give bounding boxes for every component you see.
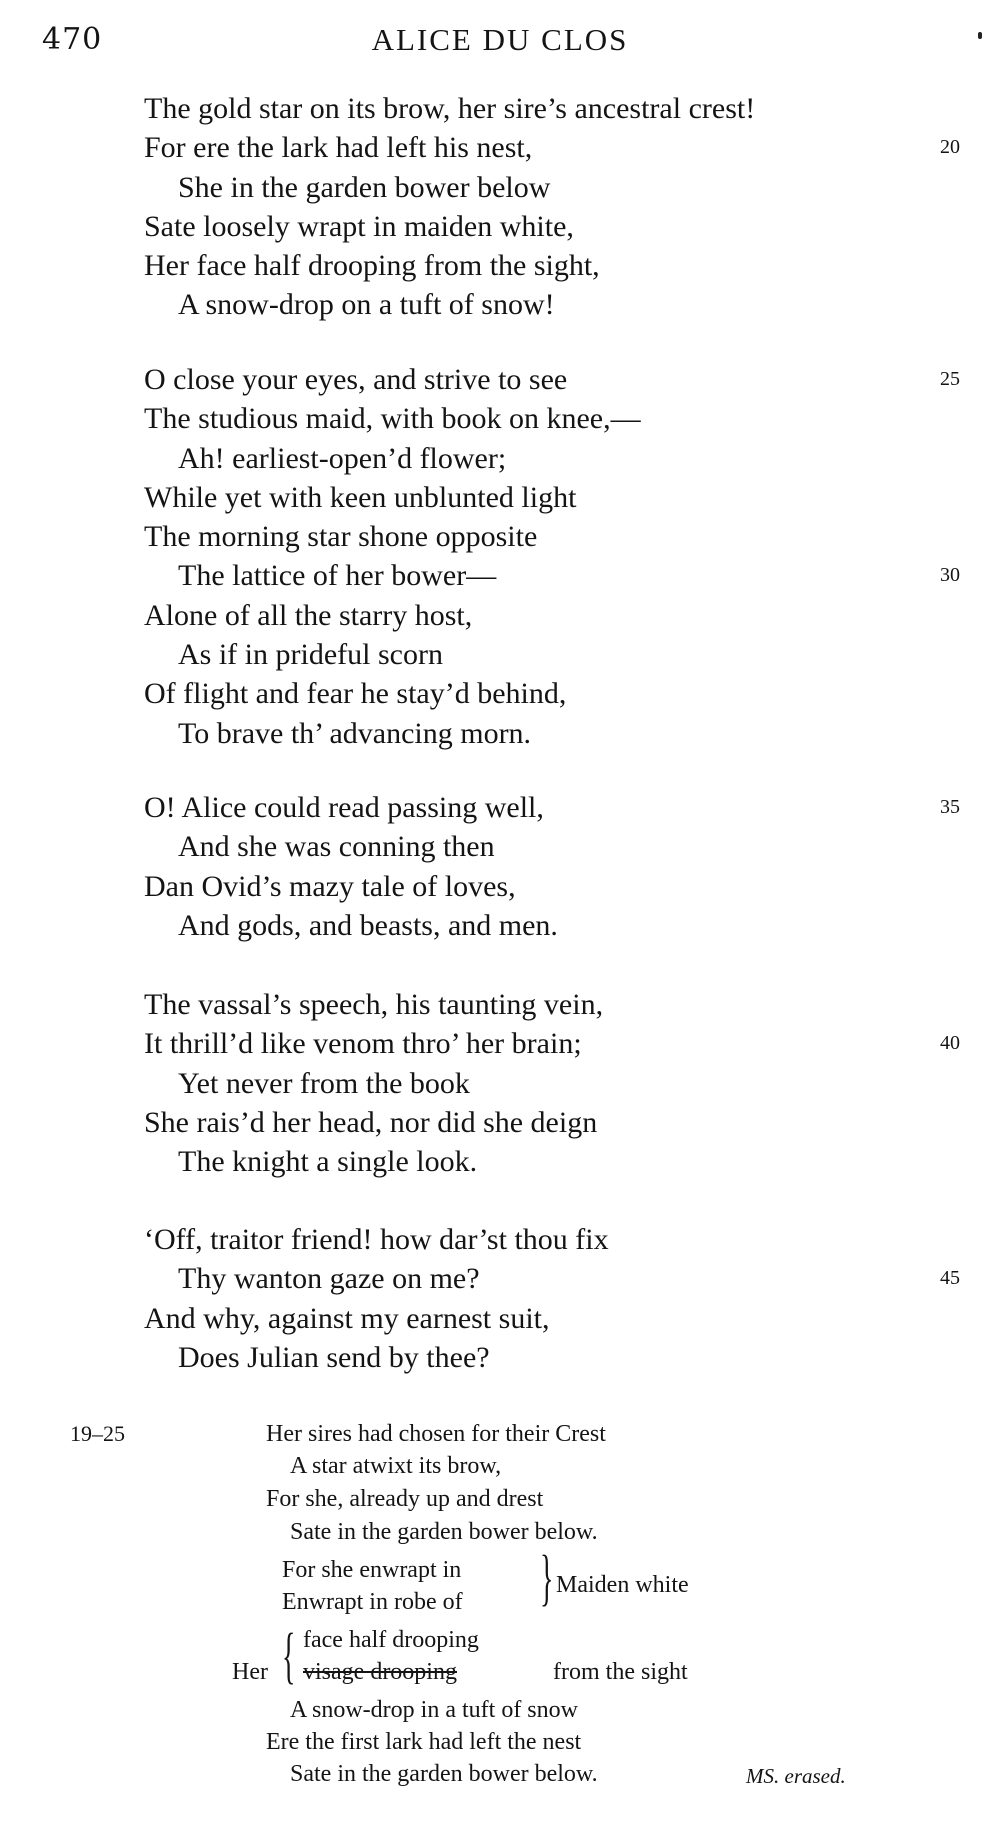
line-text: The vassal’s speech, his taunting vein,: [144, 988, 604, 1021]
line-text: ‘Off, traitor friend! how dar’st thou fix: [144, 1223, 609, 1256]
line-text: As if in prideful scorn: [178, 638, 443, 672]
line-text: And she was conning then: [178, 830, 495, 864]
poem-line: [0, 89, 1000, 128]
stanza: [0, 360, 1000, 753]
page-number: 470: [42, 22, 103, 57]
stanza: [0, 788, 1000, 945]
line-text: Of flight and fear he stay’d behind,: [144, 677, 567, 711]
line-text: O close your eyes, and strive to see: [144, 363, 568, 396]
line-number: 40: [940, 1032, 960, 1055]
poem-line: [0, 1064, 1000, 1103]
variant-line: Her: [232, 1659, 268, 1685]
line-text: To brave th’ advancing morn.: [178, 716, 532, 750]
line-text: It thrill’d like venom thro’ her brain;: [144, 1027, 582, 1061]
poem-line: [0, 827, 1000, 866]
line-text: The gold star on its brow, her sire’s ancestral crest!: [144, 92, 756, 125]
variant-line: Ere the first lark had left the nest: [266, 1729, 582, 1755]
poem-line: [0, 1259, 1000, 1298]
poem-line: [0, 906, 1000, 945]
variant-line-reference: 19–25: [70, 1421, 125, 1446]
struck-variant-line: visage drooping: [303, 1659, 457, 1685]
line-text: O! Alice could read passing well,: [144, 791, 544, 824]
poem-line: [0, 399, 1000, 438]
poem-line: [0, 246, 1000, 285]
line-text: A snow-drop on a tuft of snow!: [178, 288, 555, 322]
variant-line: Sate in the garden bower below.: [290, 1761, 598, 1787]
variant-line: A star atwixt its brow,: [290, 1453, 502, 1479]
variant-line: Maiden white: [556, 1572, 689, 1598]
poem-line: [0, 867, 1000, 906]
line-text: She in the garden bower below: [178, 170, 551, 204]
poem-line: [0, 1338, 1000, 1377]
line-number: 35: [940, 796, 960, 818]
running-title: ALICE DU CLOS: [371, 22, 629, 57]
line-text: Yet never from the book: [178, 1066, 470, 1100]
poem-line: [0, 1299, 1000, 1338]
line-number: 45: [940, 1267, 960, 1290]
line-number: 20: [940, 136, 960, 159]
line-text: She rais’d her head, nor did she deign: [144, 1105, 598, 1139]
poem-line: [0, 596, 1000, 635]
variant-line: For she, already up and drest: [266, 1486, 544, 1512]
line-text: And gods, and beasts, and men.: [178, 908, 558, 942]
poem-line: [0, 360, 1000, 399]
line-text: The studious maid, with book on knee,—: [144, 402, 641, 436]
ms-erased-note: MS. erased.: [746, 1764, 846, 1788]
poem-line: [0, 207, 1000, 246]
line-text: Her face half drooping from the sight,: [144, 249, 600, 283]
stanza: [0, 1220, 1000, 1377]
line-text: The morning star shone opposite: [144, 520, 538, 554]
line-text: Sate loosely wrapt in maiden white,: [144, 209, 574, 243]
line-number: 25: [940, 368, 960, 390]
variant-line: Enwrapt in robe of: [282, 1589, 463, 1615]
variant-line: For she enwrapt in: [282, 1557, 462, 1583]
line-text: The knight a single look.: [178, 1145, 478, 1179]
variant-line: A snow-drop in a tuft of snow: [290, 1697, 578, 1723]
poem-line: [0, 1142, 1000, 1181]
poem-line: [0, 674, 1000, 713]
line-text: While yet with keen unblunted light: [144, 480, 577, 514]
line-text: For ere the lark had left his nest,: [144, 131, 533, 165]
line-text: Ah! earliest-open’d flower;: [178, 441, 507, 475]
stanza: [0, 985, 1000, 1181]
poem-line: [0, 517, 1000, 556]
line-text: Alone of all the starry host,: [144, 598, 473, 632]
poem-line: [0, 168, 1000, 207]
left-brace: {: [282, 1622, 296, 1690]
poem-line: [0, 714, 1000, 753]
poem-line: [0, 635, 1000, 674]
variant-line: Sate in the garden bower below.: [290, 1519, 598, 1545]
ink-speck: [978, 32, 982, 39]
line-text: Thy wanton gaze on me?: [178, 1262, 480, 1296]
poem-line: [0, 128, 1000, 167]
stanza: [0, 89, 1000, 325]
line-text: The lattice of her bower—: [178, 559, 497, 593]
poem-line: [0, 285, 1000, 324]
line-text: And why, against my earnest suit,: [144, 1301, 550, 1335]
poem-line: [0, 1103, 1000, 1142]
poem-line: [0, 788, 1000, 827]
variant-line: Her sires had chosen for their Crest: [266, 1421, 606, 1447]
line-number: 30: [940, 564, 960, 587]
line-text: Does Julian send by thee?: [178, 1340, 490, 1374]
poem-line: [0, 556, 1000, 595]
poem-line: [0, 1024, 1000, 1063]
poem-line: [0, 478, 1000, 517]
variant-line: from the sight: [553, 1659, 688, 1685]
variant-line: face half drooping: [303, 1627, 479, 1653]
poem-line: [0, 1220, 1000, 1259]
line-text: Dan Ovid’s mazy tale of loves,: [144, 869, 516, 903]
poem-line: [0, 985, 1000, 1024]
poem-line: [0, 439, 1000, 478]
right-brace: }: [540, 1544, 554, 1612]
